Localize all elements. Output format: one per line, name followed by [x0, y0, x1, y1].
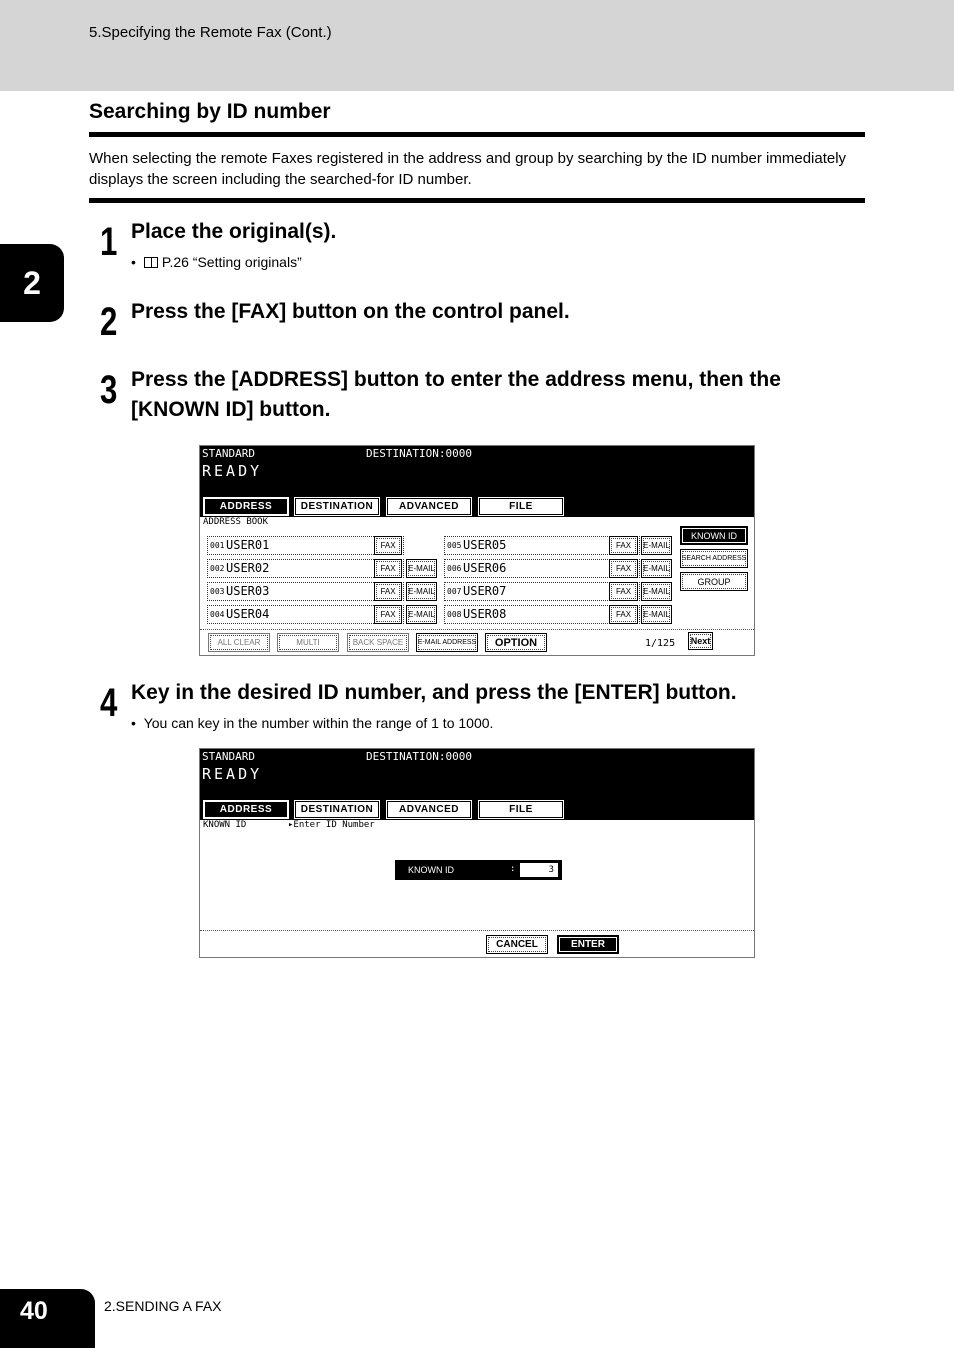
address-entry[interactable]: 007 USER07: [444, 582, 640, 601]
email-button[interactable]: E-MAIL: [641, 605, 672, 624]
fax-button[interactable]: FAX: [374, 605, 402, 624]
tab-destination[interactable]: DESTINATION: [295, 498, 379, 515]
chapter-tab: 2: [0, 244, 64, 322]
address-entry[interactable]: 002 USER02: [207, 559, 404, 578]
enter-button[interactable]: ENTER: [557, 935, 619, 954]
fax-button[interactable]: FAX: [374, 582, 402, 601]
running-header: 5.Specifying the Remote Fax (Cont.): [89, 24, 332, 41]
page-number: 40: [0, 1289, 95, 1348]
cancel-button[interactable]: CANCEL: [486, 935, 548, 954]
address-entry[interactable]: 003 USER03: [207, 582, 404, 601]
bullet-text: You can key in the number within the range of 1 to 1000.: [143, 715, 494, 731]
next-button[interactable]: Next: [688, 632, 713, 650]
step-title: Place the original(s).: [131, 220, 337, 243]
email-button[interactable]: E-MAIL: [406, 559, 437, 578]
intro-text: When selecting the remote Faxes registered in the address and group by searching by the ID number immediately displays the screen including the searched-for ID number.: [89, 150, 847, 188]
address-entry[interactable]: 005 USER05: [444, 536, 640, 555]
bullet-dot: •: [131, 254, 136, 270]
fax-button[interactable]: FAX: [609, 582, 638, 601]
page-indicator: 1/125: [645, 638, 676, 649]
screen-status-bar: [200, 446, 754, 517]
step-number: 4: [100, 681, 118, 725]
address-entry[interactable]: 001 USER01: [207, 536, 404, 555]
address-entry[interactable]: 004 USER04: [207, 605, 404, 624]
tab-file[interactable]: FILE: [479, 498, 563, 515]
header-band: [0, 0, 954, 91]
tab-address[interactable]: ADDRESS: [204, 801, 288, 818]
all-clear-button[interactable]: ALL CLEAR: [208, 633, 270, 652]
field-separator: :: [510, 864, 516, 874]
address-entry[interactable]: 008 USER08: [444, 605, 640, 624]
address-book-label: ADDRESS BOOK: [203, 517, 269, 527]
step-title: Key in the desired ID number, and press the [ENTER] button.: [131, 681, 737, 704]
destination-label: DESTINATION:0000: [366, 447, 472, 460]
divider: [200, 629, 754, 630]
prompt-text: [288, 820, 375, 830]
divider-bottom: [89, 198, 865, 203]
tab-file[interactable]: FILE: [479, 801, 563, 818]
destination-label: DESTINATION:0000: [366, 750, 472, 763]
step-bullet: [131, 715, 493, 731]
book-icon: [144, 257, 158, 268]
footer-chapter: 2.SENDING A FAX: [104, 1298, 222, 1314]
known-id-label: KNOWN ID: [203, 820, 247, 830]
known-id-value[interactable]: 3: [520, 863, 558, 877]
bullet-reference: P.26 “Setting originals”: [161, 254, 302, 270]
known-id-field[interactable]: [395, 860, 562, 880]
known-id-button[interactable]: KNOWN ID: [680, 526, 748, 545]
fax-screen-known-id: [199, 748, 755, 958]
step-number: 3: [100, 368, 118, 412]
step-title: Press the [ADDRESS] button to enter the address menu, then the [KNOWN ID] button.: [131, 368, 781, 421]
email-button[interactable]: E-MAIL: [406, 605, 437, 624]
arrow-right-icon: ▸: [288, 820, 294, 830]
search-address-button[interactable]: SEARCH ADDRESS: [680, 549, 748, 568]
screen-status-bar: [200, 749, 754, 820]
ready-label: READY: [202, 765, 263, 783]
fax-button[interactable]: FAX: [374, 536, 402, 555]
step-title: Press the [FAX] button on the control panel.: [131, 300, 570, 323]
standard-label: STANDARD: [202, 447, 255, 460]
back-space-button[interactable]: BACK SPACE: [347, 633, 409, 652]
fax-button[interactable]: FAX: [609, 536, 638, 555]
fax-button[interactable]: FAX: [374, 559, 402, 578]
option-button[interactable]: OPTION: [485, 633, 547, 652]
address-entry[interactable]: 006 USER06: [444, 559, 640, 578]
step-bullet: [131, 254, 302, 270]
email-button[interactable]: E-MAIL: [641, 536, 672, 555]
divider-top: [89, 132, 865, 137]
tab-advanced[interactable]: ADVANCED: [387, 801, 471, 818]
email-button[interactable]: E-MAIL: [641, 559, 672, 578]
step-number: 2: [100, 300, 118, 344]
section-title: Searching by ID number: [89, 100, 331, 123]
prompt-label: Enter ID Number: [293, 820, 375, 830]
standard-label: STANDARD: [202, 750, 255, 763]
email-button[interactable]: E-MAIL: [641, 582, 672, 601]
known-id-field-label: KNOWN ID: [408, 865, 454, 875]
tab-advanced[interactable]: ADVANCED: [387, 498, 471, 515]
tab-destination[interactable]: DESTINATION: [295, 801, 379, 818]
fax-button[interactable]: FAX: [609, 559, 638, 578]
bullet-dot: •: [131, 715, 144, 731]
fax-screen-address-book: [199, 445, 755, 656]
group-button[interactable]: GROUP: [680, 572, 748, 591]
ready-label: READY: [202, 462, 263, 480]
step-number: 1: [100, 220, 118, 264]
email-address-button[interactable]: E-MAIL ADDRESS: [416, 633, 478, 652]
fax-button[interactable]: FAX: [609, 605, 638, 624]
tab-address[interactable]: ADDRESS: [204, 498, 288, 515]
email-button[interactable]: E-MAIL: [406, 582, 437, 601]
divider: [200, 930, 754, 931]
multi-button[interactable]: MULTI: [277, 633, 339, 652]
